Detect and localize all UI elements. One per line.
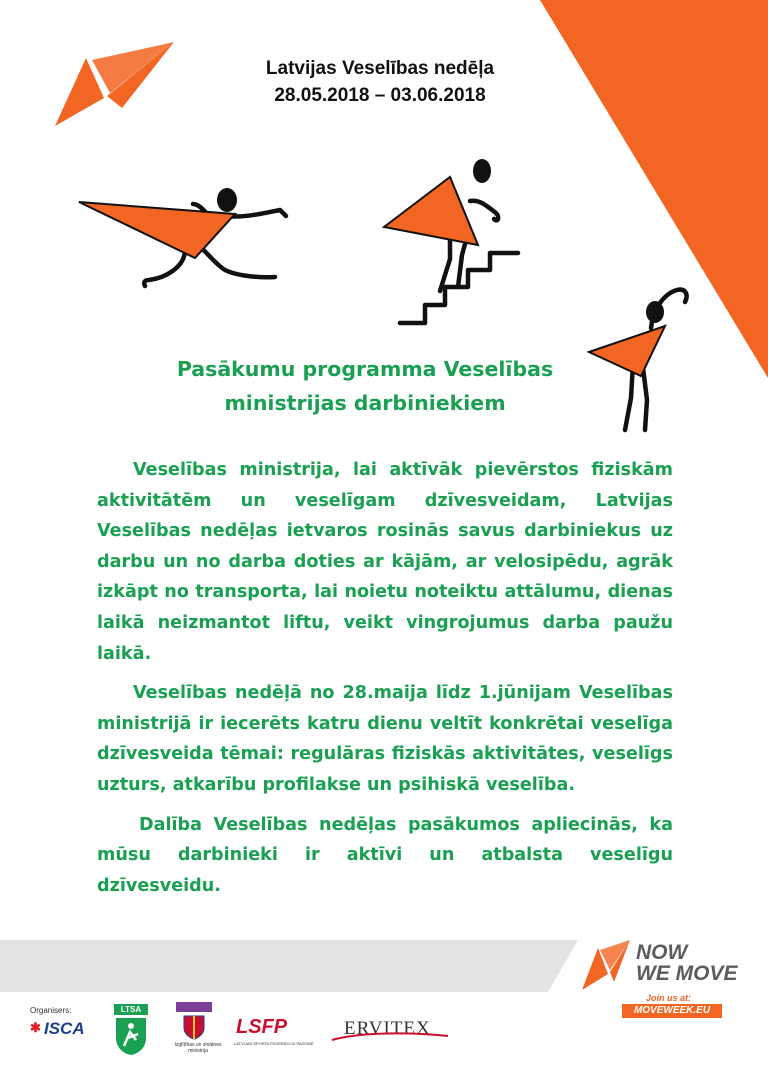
now-we-move-line1: NOW [636,941,688,964]
stairs-climber-icon [380,155,525,327]
paragraph-2: Veselības nedēļā no 28.maija līdz 1.jūnijam Veselības ministrijā ir iecerēts katru dienu veltīt konkrētai veselīga dzīvesveida tēmai: regulāras fiziskās aktivitātes, veselīgs uzturs, atkarību profilakse un psihiskā veselība. [97,683,673,795]
now-we-move-arrow-icon [580,938,632,992]
ministry-caption-2: ministrija [188,1048,208,1054]
event-title: Latvijas Veselības nedēļa [265,58,495,79]
coat-of-arms-icon [180,1014,208,1040]
ervitex-logo [330,1016,450,1042]
program-subtitle-line2: ministrijas darbiniekiem [224,391,506,415]
ltsa-logo [112,1004,150,1056]
program-subtitle-line1: Pasākumu programma Veselības [176,357,554,381]
paragraph-3: Dalība Veselības nedēļas pasākumos apliecinās, ka mūsu darbinieki ir aktīvi un atbalsta veselīgu dzīvesveidu. [97,814,673,896]
isca-mark-icon: ✱ [30,1020,41,1035]
lsfp-logo [234,1016,314,1050]
paragraph-1: Veselības ministrija, lai aktīvāk pievērstos fiziskām aktivitātēm un veselīgam dzīvesveidam, Latvijas Veselības nedēļas ietvaros rosinās savus darbiniekus uz darbu un no darba doties ar kājām, ar velosipēdu, agrāk izkāpt no transporta, lai noietu noteiktu attālumu, dienas laikā neizmantot liftu, veikt vingrojumus darba paužu laikā. [97,460,673,664]
ltsa-shield-icon [114,1016,148,1056]
now-we-move-line2: WE MOVE [636,962,738,985]
ministry-purple-bar [176,1002,212,1012]
ministry-caption-1: Izglītības un zinātnes [174,1042,222,1048]
lsfp-logo-text: LSFP [236,1016,288,1038]
organisers-label: Organisers: [30,1006,72,1015]
ervitex-swoosh-icon [330,1032,450,1042]
body-text [97,455,673,910]
event-dates: 28.05.2018 – 03.06.2018 [274,85,486,106]
running-figure-icon [75,182,300,292]
lsfp-caption: LATVIJAS SPORTA FEDERĀCIJU PADOME [234,1041,314,1046]
moveweek-arrow-logo-icon [52,38,178,130]
moveweek-url[interactable]: MOVEWEEK.EU [622,1004,722,1018]
ervitex-logo-text: ERVITEX [344,1018,431,1039]
join-us-text: Join us at: [646,993,692,1003]
ltsa-logo-text: LTSA [114,1004,148,1015]
isca-logo-text: ISCA [44,1019,85,1038]
ministry-logo [172,1002,222,1052]
isca-logo [30,1018,100,1040]
